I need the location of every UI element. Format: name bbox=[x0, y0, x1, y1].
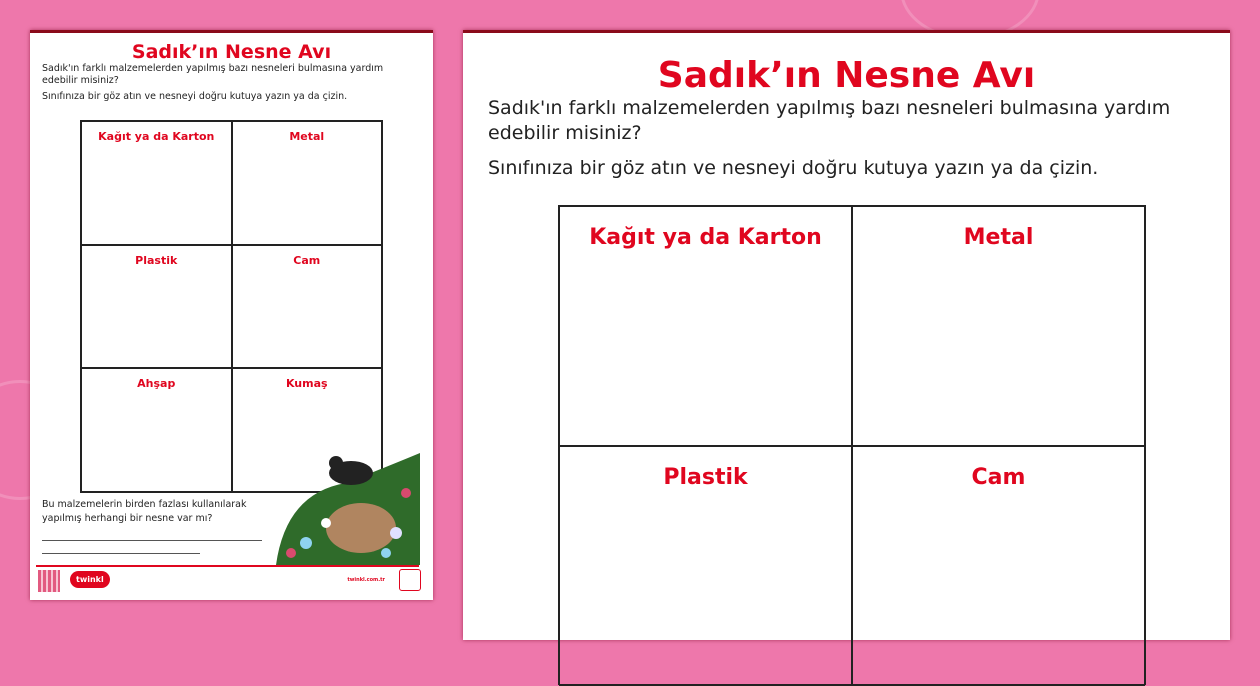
category-cell: Plastik bbox=[559, 446, 852, 686]
answer-line bbox=[42, 553, 200, 554]
footer-url: twinkl.com.tr bbox=[347, 577, 385, 583]
footer-divider bbox=[36, 565, 419, 567]
category-cell: Metal bbox=[232, 121, 383, 245]
page-title: Sadık’ın Nesne Avı bbox=[131, 41, 332, 63]
question-text: Bu malzemelerin birden fazlası kullanılarak yapılmış herhangi bir nesne var mı? bbox=[42, 499, 247, 524]
category-cell: Ahşap bbox=[81, 368, 232, 492]
worksheet-zoomed bbox=[463, 30, 1230, 640]
qr-code bbox=[38, 570, 60, 592]
category-cell: Cam bbox=[232, 245, 383, 369]
category-cell: Kağıt ya da Karton bbox=[81, 121, 232, 245]
instruction-text: Sınıfınıza bir göz atın ve nesneyi doğru kutuya yazın ya da çizin. bbox=[42, 91, 348, 102]
intro-text: Sadık'ın farklı malzemelerden yapılmış bazı nesneleri bulmasına yardım edebilir misiniz? bbox=[42, 63, 384, 86]
category-cell: Metal bbox=[852, 206, 1145, 446]
answer-line bbox=[42, 540, 262, 541]
category-cell: Cam bbox=[852, 446, 1145, 686]
instruction-text: Sınıfınıza bir göz atın ve nesneyi doğru kutuya yazın ya da çizin. bbox=[488, 157, 1099, 179]
badge-icon bbox=[399, 569, 421, 591]
category-cell: Kağıt ya da Karton bbox=[559, 206, 852, 446]
magpie-flowers-illustration bbox=[266, 433, 420, 565]
category-cell: Plastik bbox=[81, 245, 232, 369]
category-cell: Kumaş bbox=[232, 368, 383, 492]
category-grid bbox=[558, 205, 1146, 685]
intro-text: Sadık'ın farklı malzemelerden yapılmış bazı nesneleri bulmasına yardım edebilir misiniz? bbox=[488, 97, 1171, 144]
worksheet-thumbnail bbox=[30, 30, 433, 600]
page-title: Sadık’ın Nesne Avı bbox=[657, 55, 1036, 96]
twinkl-logo: twinkl bbox=[70, 571, 110, 588]
